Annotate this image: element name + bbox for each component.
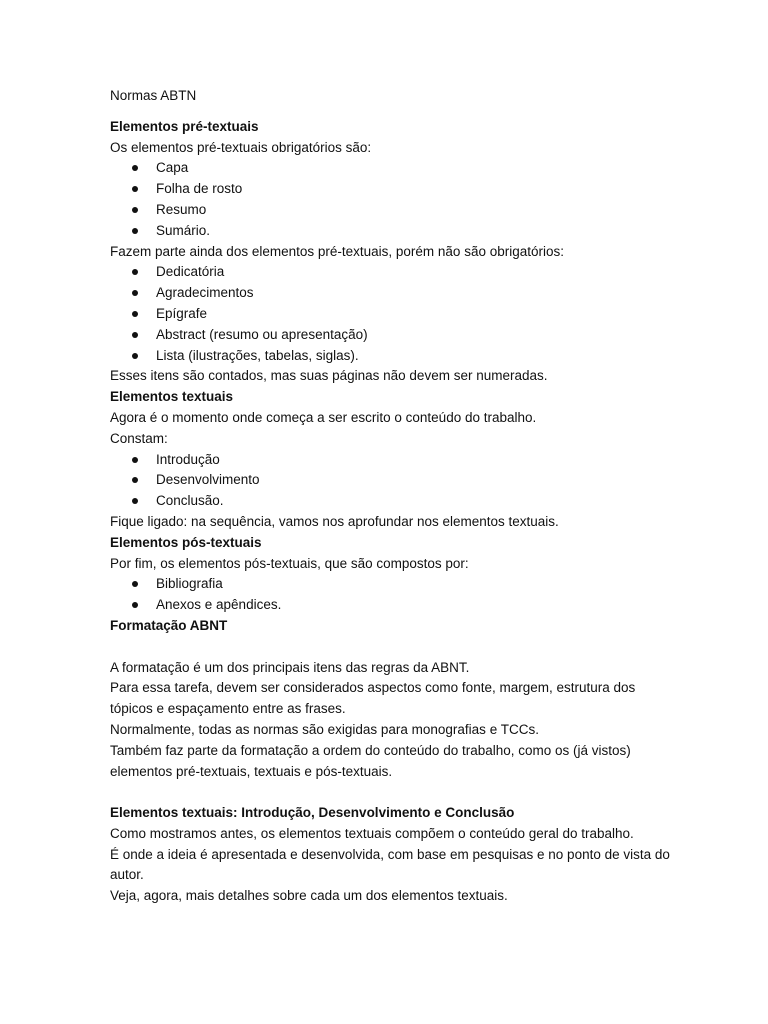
paragraph: Agora é o momento onde começa a ser escrito o conteúdo do trabalho.	[110, 409, 537, 425]
paragraph: Fique ligado: na sequência, vamos nos aprofundar nos elementos textuais.	[110, 513, 559, 529]
bullet-icon	[132, 477, 138, 483]
list-item-label: Dedicatória	[156, 264, 225, 280]
list-item-label: Sumário.	[156, 222, 211, 238]
list-item-label: Folha de rosto	[156, 181, 243, 197]
list-item	[110, 595, 670, 616]
paragraph: Normalmente, todas as normas são exigidas para monografias e TCCs.	[110, 721, 539, 737]
list-item-label: Introdução	[156, 451, 220, 467]
spacer	[110, 782, 670, 803]
list-item	[110, 304, 670, 325]
list-item	[110, 346, 670, 367]
paragraph: A formatação é um dos principais itens das regras da ABNT.	[110, 659, 470, 675]
list-item-label: Bibliografia	[156, 576, 223, 592]
list-item	[110, 325, 670, 346]
paragraph: Constam:	[110, 430, 168, 446]
bullet-icon	[132, 581, 138, 587]
bullet-icon	[132, 269, 138, 275]
bullet-icon	[132, 457, 138, 463]
section-heading-formatting: Formatação ABNT	[110, 617, 228, 633]
list-item	[110, 158, 670, 179]
section-heading-textual-elements: Elementos textuais: Introdução, Desenvolvimento e Conclusão	[110, 805, 515, 821]
list-item-label: Resumo	[156, 201, 207, 217]
paragraph: É onde a ideia é apresentada e desenvolvida, com base em pesquisas e no ponto de vista do autor.	[110, 846, 670, 883]
required-list	[110, 158, 670, 241]
list-item	[110, 262, 670, 283]
list-item	[110, 574, 670, 595]
bullet-icon	[132, 207, 138, 213]
paragraph: Veja, agora, mais detalhes sobre cada um dos elementos textuais.	[110, 888, 508, 904]
post-textual-list	[110, 574, 670, 616]
document-title: Normas ABTN	[110, 88, 197, 103]
bullet-icon	[132, 290, 138, 296]
list-item	[110, 491, 670, 512]
optional-list	[110, 262, 670, 366]
bullet-icon	[132, 498, 138, 504]
bullet-icon	[132, 353, 138, 359]
spacer	[110, 637, 670, 658]
list-item-label: Agradecimentos	[156, 285, 254, 301]
paragraph: Como mostramos antes, os elementos textuais compõem o conteúdo geral do trabalho.	[110, 825, 634, 841]
list-item	[110, 179, 670, 200]
section-heading-post-textual: Elementos pós-textuais	[110, 534, 262, 550]
bullet-icon	[132, 186, 138, 192]
list-item	[110, 470, 670, 491]
section-heading-textual: Elementos textuais	[110, 389, 234, 405]
list-item-label: Abstract (resumo ou apresentação)	[156, 326, 368, 342]
section-heading-pre-textual: Elementos pré-textuais	[110, 118, 259, 134]
paragraph: Por fim, os elementos pós-textuais, que são compostos por:	[110, 555, 469, 571]
list-item	[110, 200, 670, 221]
paragraph: Também faz parte da formatação a ordem do conteúdo do trabalho, como os (já vistos) elementos pré-textuais, textuais e pós-textuais.	[110, 742, 631, 779]
paragraph: Fazem parte ainda dos elementos pré-textuais, porém não são obrigatórios:	[110, 243, 564, 259]
paragraph: Para essa tarefa, devem ser considerados aspectos como fonte, margem, estrutura dos tópicos e espaçamento entre as frases.	[110, 680, 636, 717]
list-item	[110, 283, 670, 304]
list-item-label: Lista (ilustrações, tabelas, siglas).	[156, 347, 359, 363]
list-item-label: Anexos e apêndices.	[156, 597, 282, 613]
list-item	[110, 221, 670, 242]
bullet-icon	[132, 228, 138, 234]
bullet-icon	[132, 311, 138, 317]
textual-list	[110, 450, 670, 512]
list-item	[110, 450, 670, 471]
bullet-icon	[132, 332, 138, 338]
list-item-label: Epígrafe	[156, 305, 208, 321]
document-content	[110, 86, 670, 907]
bullet-icon	[132, 165, 138, 171]
paragraph: Os elementos pré-textuais obrigatórios são:	[110, 139, 372, 155]
bullet-icon	[132, 602, 138, 608]
list-item-label: Conclusão.	[156, 493, 224, 509]
paragraph: Esses itens são contados, mas suas páginas não devem ser numeradas.	[110, 368, 548, 384]
list-item-label: Desenvolvimento	[156, 472, 260, 488]
list-item-label: Capa	[156, 160, 189, 176]
spacer	[110, 107, 670, 117]
